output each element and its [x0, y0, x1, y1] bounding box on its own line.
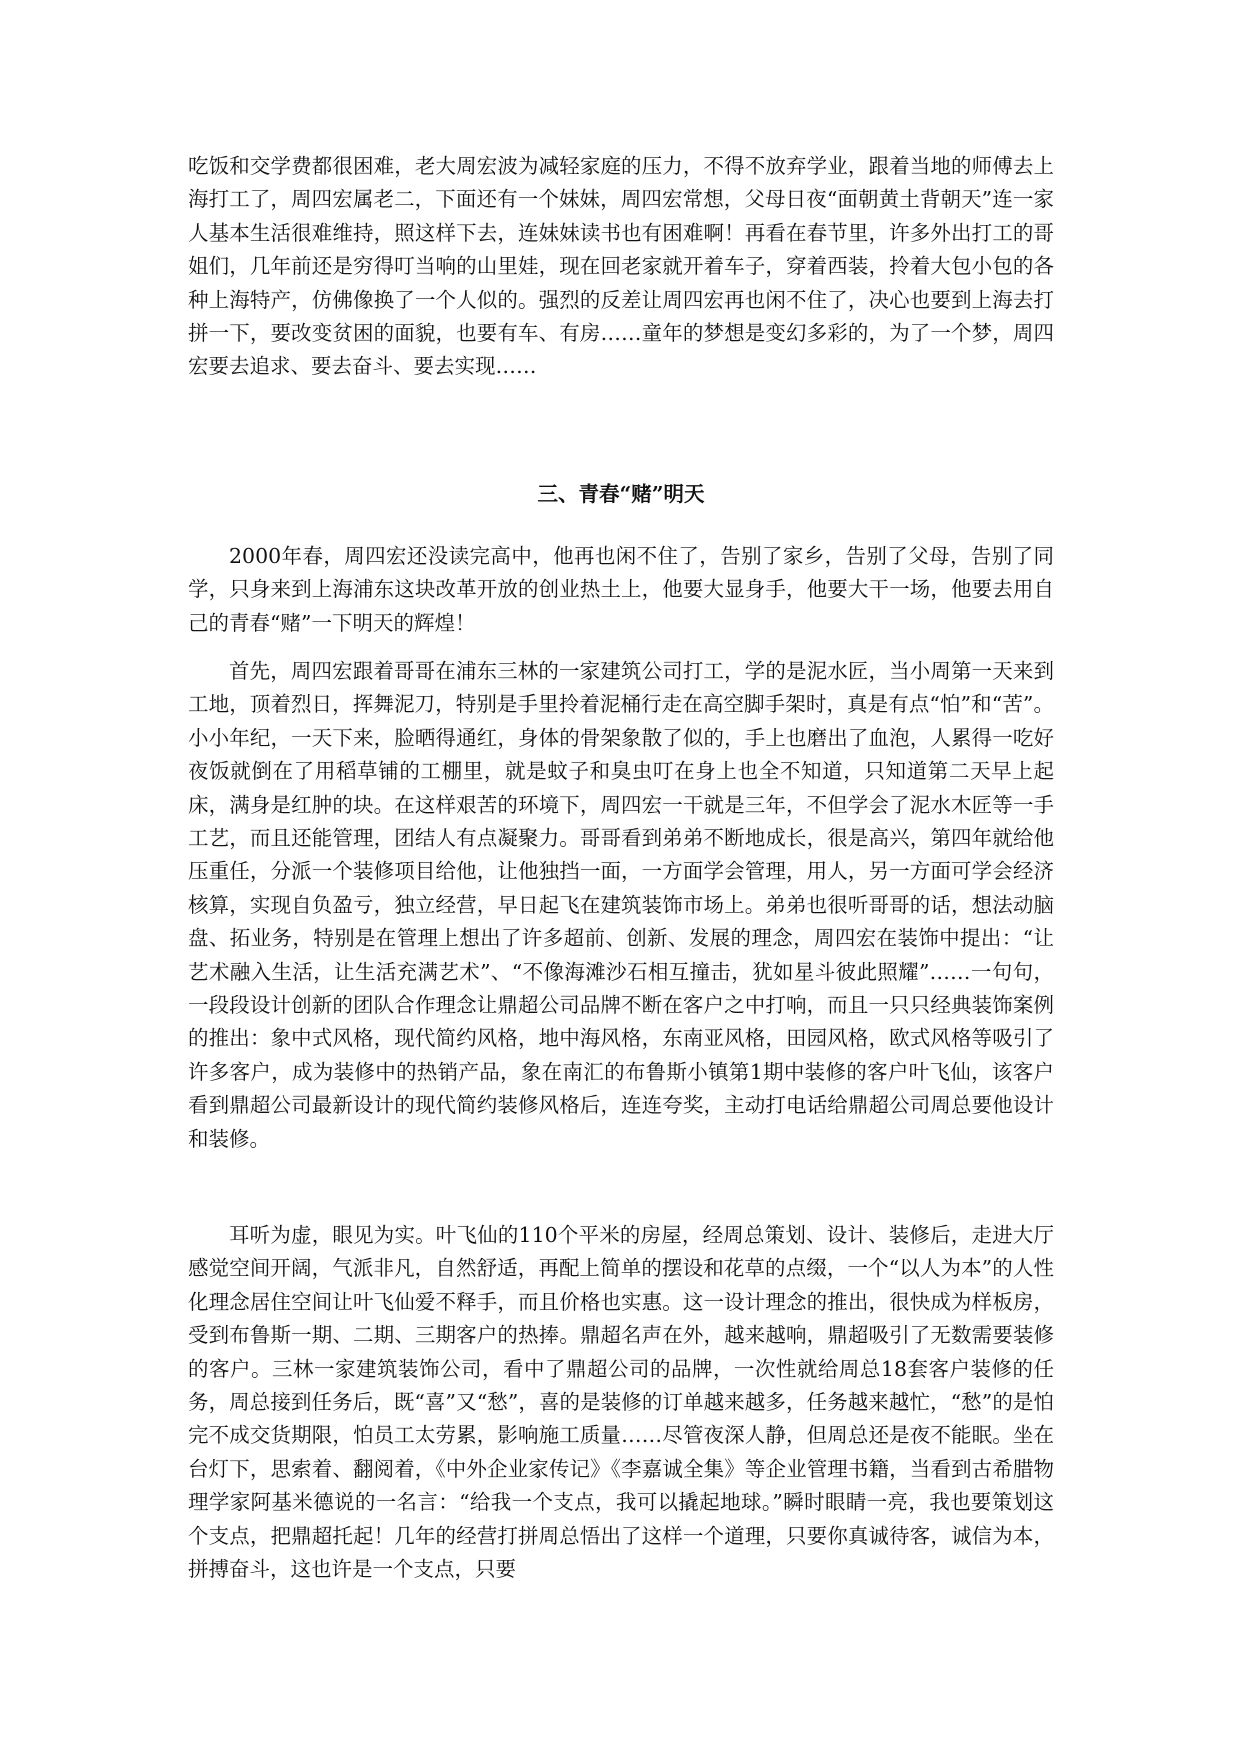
paragraph-3: 首先，周四宏跟着哥哥在浦东三林的一家建筑公司打工，学的是泥水匠，当小周第一天来到工地，顶着烈日，挥舞泥刀，特别是手里拎着泥桶行走在高空脚手架时，真是有点“怕”和“苦”。小小年纪，一天下来，脸晒得通红，身体的骨架象散了似的，手上也磨出了血泡，人累得一吃好夜饭就倒在了用稻草铺的工棚里，就是蚊子和臭虫叮在身上也全不知道，只知道第二天早上起床，满身是红肿的块。在这样艰苦的环境下，周四宏一干就是三年，不但学会了泥水木匠等一手工艺，而且还能管理，团结人有点凝聚力。哥哥看到弟弟不断地成长，很是高兴，第四年就给他压重任，分派一个装修项目给他，让他独挡一面，一方面学会管理，用人，另一方面可学会经济核算，实现自负盈亏，独立经营，早日起飞在建筑装饰市场上。弟弟也很听哥哥的话，想法动脑盘、拓业务，特别是在管理上想出了许多超前、创新、发展的理念，周四宏在装饰中提出：“让艺术融入生活，让生活充满艺术”、“不像海滩沙石相互撞击，犹如星斗彼此照耀”……一句句，一段段设计创新的团队合作理念让鼎超公司品牌不断在客户之中打响，而且一只只经典装饰案例的推出：象中式风格，现代简约风格，地中海风格，东南亚风格，田园风格，欧式风格等吸引了许多客户，成为装修中的热销产品，象在南汇的布鲁斯小镇第1期中装修的客户叶飞仙，该客户看到鼎超公司最新设计的现代简约装修风格后，连连夸奖，主动打电话给鼎超公司周总要他设计和装修。: [188, 659, 1054, 1151]
paragraph-2: 2000年春，周四宏还没读完高中，他再也闲不住了，告别了家乡，告别了父母，告别了同学，只身来到上海浦东这块改革开放的创业热土上，他要大显身手，他要大干一场，他要去用自己的青春“赌”一下明天的辉煌！: [188, 544, 1054, 635]
section-heading: 三、青春“赌”明天: [537, 482, 705, 506]
paragraph-4: 耳听为虚，眼见为实。叶飞仙的110个平米的房屋，经周总策划、设计、装修后，走进大厅感觉空间开阔，气派非凡，自然舒适，再配上简单的摆设和花草的点缀，一个“以人为本”的人性化理念居住空间让叶飞仙爱不释手，而且价格也实惠。这一设计理念的推出，很快成为样板房，受到布鲁斯一期、二期、三期客户的热捧。鼎超名声在外，越来越响，鼎超吸引了无数需要装修的客户。三林一家建筑装饰公司，看中了鼎超公司的品牌，一次性就给周总18套客户装修的任务，周总接到任务后，既“喜”又“愁”，喜的是装修的订单越来越多，任务越来越忙，“愁”的是怕完不成交货期限，怕员工太劳累，影响施工质量……尽管夜深人静，但周总还是夜不能眠。坐在台灯下，思索着、翻阅着，《中外企业家传记》《李嘉诚全集》等企业管理书籍，当看到古希腊物理学家阿基米德说的一名言：“给我一个支点，我可以撬起地球。”瞬时眼睛一亮，我也要策划这个支点，把鼎超托起！几年的经营打拼周总悟出了这样一个道理，只要你真诚待客，诚信为本，拼搏奋斗，这也许是一个支点，只要: [188, 1223, 1054, 1582]
document-page: [188, 150, 1054, 1582]
paragraph-1: 吃饭和交学费都很困难，老大周宏波为减轻家庭的压力，不得不放弃学业，跟着当地的师傅去上海打工了，周四宏属老二，下面还有一个妹妹，周四宏常想，父母日夜“面朝黄土背朝天”连一家人基本生活很难维持，照这样下去，连妹妹读书也有困难啊！再看在春节里，许多外出打工的哥姐们，几年前还是穷得叮当响的山里娃，现在回老家就开着车子，穿着西装，拎着大包小包的各种上海特产，仿佛像换了一个人似的。强烈的反差让周四宏再也闲不住了，决心也要到上海去打拼一下，要改变贫困的面貌，也要有车、有房……童年的梦想是变幻多彩的，为了一个梦，周四宏要去追求、要去奋斗、要去实现……: [188, 154, 1054, 379]
